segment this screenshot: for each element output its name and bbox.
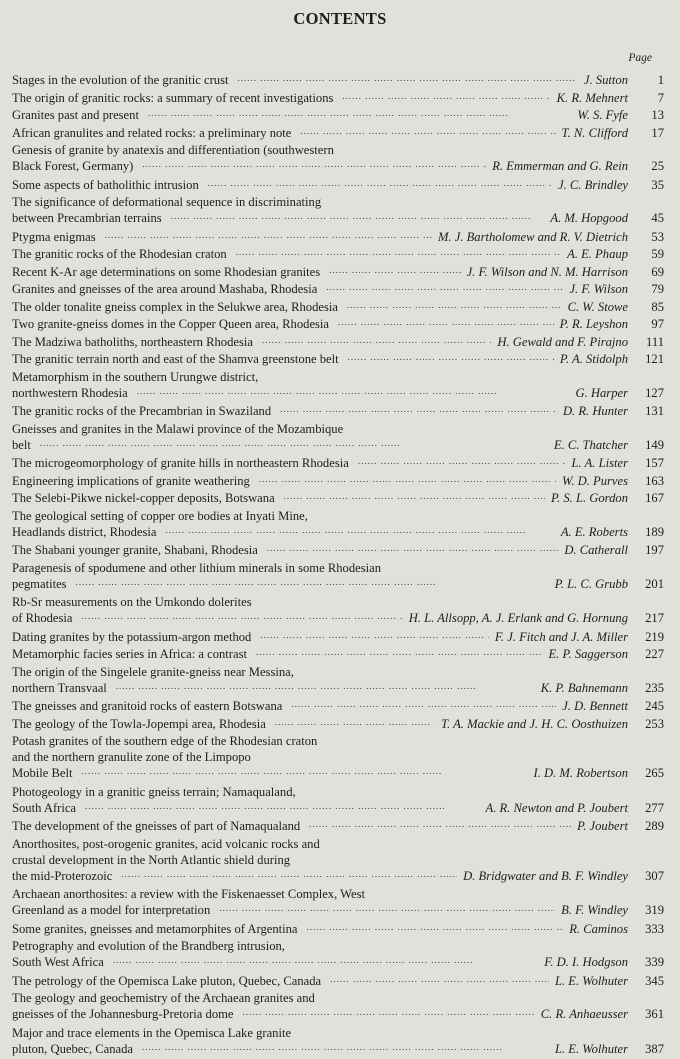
toc-entry: [12, 351, 664, 367]
toc-entry-author: M. J. Bartholomew and R. V. Dietrich: [432, 229, 628, 245]
toc-entry-page-number: 277: [645, 800, 664, 815]
toc-entry: [12, 90, 664, 106]
toc-entry-page-number: 131: [645, 404, 664, 418]
toc-entry: [12, 455, 664, 471]
toc-entry-author: F. D. I. Hodgson: [538, 954, 628, 970]
toc-entry-author: I. D. M. Robertson: [528, 765, 628, 781]
toc-entry-page-number: 149: [645, 437, 664, 452]
toc-entry-author: D. R. Hunter: [557, 403, 628, 419]
toc-entry-title-text: The geology of the Towla-Jopempi area, Rhodesia: [12, 717, 269, 731]
page-column-label: Page: [628, 52, 652, 64]
toc-entry-author: L. A. Lister: [566, 455, 628, 471]
toc-entry-page-number: 121: [645, 352, 664, 366]
toc-entry-page-number: 17: [651, 125, 664, 140]
toc-entry: [12, 664, 664, 696]
toc-entry-title-text: Dating granites by the potassium-argon method: [12, 630, 254, 644]
toc-entry-page-number: 69: [651, 264, 664, 279]
toc-entry-author: R. Caminos: [563, 921, 628, 937]
toc-entry-title: [12, 473, 556, 489]
toc-entry: [12, 316, 664, 332]
toc-entry-author: J. D. Bennett: [556, 698, 628, 714]
toc-entry: [12, 229, 664, 245]
toc-entry: [12, 177, 664, 193]
toc-entry: [12, 733, 664, 781]
toc-entry-title-text: The geological setting of copper ore bodies at Inyati Mine, Headlands district, Rhodesia: [12, 508, 308, 539]
toc-entry-page-number: 157: [645, 456, 664, 470]
toc-entry-author: K. R. Mehnert: [551, 90, 628, 106]
toc-entry-page-number: 253: [645, 716, 664, 731]
toc-entry: [12, 646, 664, 662]
toc-entry-title: [12, 107, 571, 123]
toc-entry-title-text: Stages in the evolution of the granitic crust: [12, 73, 232, 87]
toc-entry-title-text: Archaean anorthosites: a review with the Fiskenaesset Complex, West Greenland as a model for interpretation: [12, 887, 366, 917]
toc-entry-title: [12, 229, 432, 245]
toc-entry-author: P. L. C. Grubb: [549, 576, 628, 592]
toc-entry-author: J. F. Wilson and N. M. Harrison: [461, 264, 628, 280]
toc-entry: [12, 990, 664, 1022]
toc-entry: [12, 107, 664, 123]
toc-entry-author: T. A. Mackie and J. H. C. Oosthuizen: [435, 716, 628, 732]
toc-entry-page-number: 167: [645, 491, 664, 505]
toc-entry-title: [12, 716, 435, 732]
toc-entry-author: P. S. L. Gordon: [545, 490, 628, 506]
toc-entry-author: D. Catherall: [558, 542, 628, 558]
toc-entry-title-text: Metamorphic facies series in Africa: a contrast: [12, 647, 250, 661]
toc-entry-title-text: Recent K-Ar age determinations on some Rhodesian granites: [12, 265, 323, 279]
toc-entry-author: J. Sutton: [578, 72, 628, 88]
toc-entry-page-number: 307: [645, 868, 664, 883]
toc-entry-title: [12, 403, 557, 419]
toc-entry-page-number: 111: [646, 334, 664, 349]
toc-entry-title: [12, 369, 570, 401]
toc-entry: [12, 142, 664, 174]
toc-entry-page-number: 1: [657, 73, 664, 87]
toc-entry-author: P. R. Leyshon: [554, 316, 628, 332]
toc-entry-title: [12, 733, 528, 781]
toc-entry-title-text: The petrology of the Opemisca Lake pluton, Quebec, Canada: [12, 974, 324, 988]
toc-entry: [12, 818, 664, 834]
toc-entry-title-text: The Selebi-Pikwe nickel-copper deposits, Botswana: [12, 491, 278, 505]
toc-entry-title: [12, 560, 549, 592]
toc-entry-title-text: Engineering implications of granite weathering: [12, 474, 253, 488]
toc-entry-title: [12, 177, 552, 193]
toc-entry-title-text: Gneisses and granites in the Malawi province of the Mozambique belt: [12, 421, 344, 452]
toc-entry-title-text: Photogeology in a granitic gneiss terrain; Namaqualand, South Africa: [12, 784, 296, 815]
toc-entry-page-number: 197: [645, 543, 664, 557]
toc-entry-title-text: The Shabani younger granite, Shabani, Rhodesia: [12, 543, 261, 557]
toc-entry-title: [12, 72, 578, 88]
toc-entry-title-text: The significance of deformational sequence in discriminating between Precambrian terrains: [12, 195, 322, 225]
toc-entry-author: E. P. Saggerson: [542, 646, 628, 662]
toc-entry-title-text: Two granite-gneiss domes in the Copper Queen area, Rhodesia: [12, 317, 332, 331]
toc-entry-title: [12, 646, 542, 662]
toc-entry-author: K. P. Bahnemann: [535, 680, 628, 696]
toc-entry-author: A. E. Phaup: [561, 246, 628, 262]
toc-entry-title: [12, 421, 548, 453]
toc-entry-page-number: 85: [651, 299, 664, 314]
toc-entry-author: B. F. Windley: [555, 902, 628, 918]
toc-entry-author: H. Gewald and F. Pirajno: [491, 334, 628, 350]
toc-entry-author: J. F. Wilson: [563, 281, 628, 297]
toc-entry-author: W. S. Fyfe: [571, 107, 628, 123]
toc-entry-author: P. Joubert: [571, 818, 628, 834]
toc-entry-title: [12, 246, 561, 262]
toc-entry-page-number: 97: [651, 317, 664, 331]
toc-entry-title: [12, 90, 551, 106]
toc-entry-author: R. Emmerman and G. Rein: [486, 158, 628, 174]
toc-entry-page-number: 265: [645, 766, 664, 780]
toc-entry-title-text: Rb-Sr measurements on the Umkondo dolerites of Rhodesia: [12, 595, 252, 625]
toc-entry-title: [12, 818, 571, 834]
toc-entry: [12, 334, 664, 350]
toc-entry-author: A. M. Hopgood: [544, 210, 628, 226]
toc-entry-title: [12, 508, 555, 540]
toc-entry-author: G. Harper: [570, 385, 628, 401]
toc-entry-title-text: The geology and geochemistry of the Archaean granites and gneisses of the Johannesburg-Pretoria dome: [12, 991, 315, 1021]
toc-entry: [12, 716, 664, 732]
toc-entry-title: [12, 351, 554, 367]
toc-entry: [12, 299, 664, 315]
toc-entry-page-number: 189: [645, 524, 664, 539]
toc-entry-title: [12, 594, 403, 626]
toc-entry: [12, 421, 664, 453]
toc-entry: [12, 72, 664, 88]
toc-entry-author: L. E. Wolhuter: [549, 973, 628, 989]
toc-entry: [12, 973, 664, 989]
toc-entry-author: A. E. Roberts: [555, 524, 628, 540]
toc-entry: [12, 194, 664, 226]
toc-entry-title: [12, 990, 535, 1022]
toc-entry-page-number: 227: [645, 647, 664, 661]
toc-entry-author: A. R. Newton and P. Joubert: [480, 800, 629, 816]
toc-entry-title: [12, 629, 489, 645]
toc-entry-title: [12, 334, 491, 350]
toc-entry-title-text: Potash granites of the southern edge of the Rhodesian craton and the northern granulite zone of the Limpopo Mobile Belt: [12, 734, 318, 780]
page-title: CONTENTS: [293, 9, 387, 28]
toc-entry-title: [12, 836, 457, 884]
toc-entry-title: [12, 664, 535, 696]
toc-entry-title: [12, 886, 555, 918]
toc-entry-author: L. E. Wolhuter: [549, 1041, 628, 1057]
toc-entry-title-text: Metamorphism in the southern Urungwe district, northwestern Rhodesia: [12, 369, 259, 400]
toc-entry-page-number: 7: [657, 90, 664, 105]
toc-entry-title: [12, 542, 558, 558]
toc-entry-title-text: Anorthosites, post-orogenic granites, acid volcanic rocks and crustal development in the North Atlantic shield during the mid-Proterozoic: [12, 836, 320, 883]
toc-entry: [12, 490, 664, 506]
toc-entry-title-text: Major and trace elements in the Opemisca Lake granite pluton, Quebec, Canada: [12, 1025, 292, 1056]
toc-entry-page-number: 245: [645, 699, 664, 713]
toc-entry-title: [12, 455, 566, 471]
toc-entry-page-number: 289: [645, 819, 664, 833]
toc-entry-title-text: The origin of the Singelele granite-gneiss near Messina, northern Transvaal: [12, 664, 294, 695]
toc-entry-author: E. C. Thatcher: [548, 437, 628, 453]
toc-entry-page-number: 163: [645, 473, 664, 488]
toc-entry-title-text: The microgeomorphology of granite hills in northeastern Rhodesia: [12, 456, 352, 470]
toc-entry-title-text: Granites past and present: [12, 108, 142, 122]
toc-entry-author: T. N. Clifford: [556, 125, 629, 141]
toc-entry-author: F. J. Fitch and J. A. Miller: [489, 629, 628, 645]
toc-entry-title-text: The Madziwa batholiths, northeastern Rhodesia: [12, 335, 256, 349]
toc-entry-title-text: The granitic rocks of the Precambrian in Swaziland: [12, 404, 274, 418]
toc-entry-title: [12, 299, 562, 315]
toc-entry-page-number: 201: [645, 576, 664, 591]
toc-entry-author: W. D. Purves: [556, 473, 628, 489]
toc-entry: [12, 369, 664, 401]
toc-entry: [12, 264, 664, 280]
toc-entry-title: [12, 281, 563, 297]
toc-entry-page-number: 127: [645, 385, 664, 400]
toc-entry-title-text: The origin of granitic rocks: a summary of recent investigations: [12, 91, 336, 105]
toc-entry-title: [12, 921, 563, 937]
toc-entry-page-number: 339: [645, 955, 664, 969]
toc-entry-title: [12, 698, 556, 714]
toc-entry: [12, 281, 664, 297]
toc-entry: [12, 246, 664, 262]
toc-entry-title-text: Some granites, gneisses and metamorphites of Argentina: [12, 922, 301, 936]
toc-entry-title-text: The granitic rocks of the Rhodesian craton: [12, 247, 230, 261]
toc-entry-author: H. L. Allsopp, A. J. Erlank and G. Hornung: [403, 610, 628, 626]
toc-entry-page-number: 387: [645, 1041, 664, 1056]
toc-entry-title: [12, 194, 544, 226]
toc-entry-page-number: 345: [645, 973, 664, 988]
toc-entry: [12, 508, 664, 540]
toc-entry: [12, 784, 664, 816]
toc-entry-title-text: The older tonalite gneiss complex in the Selukwe area, Rhodesia: [12, 300, 341, 314]
toc-entry: [12, 403, 664, 419]
toc-entry-title-text: The granitic terrain north and east of the Shamva greenstone belt: [12, 352, 342, 366]
toc-entry-title-text: Paragenesis of spodumene and other lithium minerals in some Rhodesian pegmatites: [12, 560, 381, 591]
toc-entry-author: C. R. Anhaeusser: [535, 1006, 628, 1022]
toc-entry-page-number: 13: [651, 108, 664, 122]
toc-entry-title-text: Genesis of granite by anatexis and differentiation (southwestern Black Forest, Germany): [12, 143, 334, 173]
toc-entry: [12, 594, 664, 626]
toc-entry: [12, 938, 664, 970]
toc-entry-title-text: African granulites and related rocks: a preliminary note: [12, 126, 294, 140]
toc-entry-title-text: Granites and gneisses of the area around Mashaba, Rhodesia: [12, 282, 320, 296]
toc-entry-title: [12, 142, 486, 174]
contents-list: [12, 72, 664, 1059]
toc-entry-page-number: 45: [651, 211, 664, 225]
toc-entry-title: [12, 784, 480, 816]
toc-entry-page-number: 333: [645, 921, 664, 936]
toc-entry-page-number: 53: [651, 229, 664, 244]
toc-entry: [12, 886, 664, 918]
toc-entry-author: C. W. Stowe: [562, 299, 628, 315]
toc-entry: [12, 560, 664, 592]
toc-entry-page-number: 235: [645, 680, 664, 695]
toc-entry-title-text: The gneisses and granitoid rocks of eastern Botswana: [12, 699, 285, 713]
toc-entry: [12, 542, 664, 558]
toc-entry-author: D. Bridgwater and B. F. Windley: [457, 868, 628, 884]
toc-entry: [12, 125, 664, 141]
toc-entry-title: [12, 316, 554, 332]
toc-entry-page-number: 79: [651, 282, 664, 296]
toc-entry-page-number: 25: [651, 159, 664, 173]
toc-entry: [12, 836, 664, 884]
toc-entry-title: [12, 938, 538, 970]
toc-entry-page-number: 319: [645, 903, 664, 917]
toc-entry-page-number: 35: [651, 177, 664, 192]
toc-entry: [12, 1025, 664, 1057]
toc-entry-page-number: 219: [645, 629, 664, 644]
toc-entry-page-number: 361: [645, 1007, 664, 1021]
toc-entry-title-text: The development of the gneisses of part of Namaqualand: [12, 819, 303, 833]
toc-entry: [12, 629, 664, 645]
toc-entry-title: [12, 264, 461, 280]
toc-entry-author: J. C. Brindley: [552, 177, 628, 193]
toc-entry-page-number: 217: [645, 611, 664, 625]
toc-entry-title: [12, 1025, 549, 1057]
toc-entry-title-text: Petrography and evolution of the Brandberg intrusion, South West Africa: [12, 939, 285, 969]
toc-entry-title: [12, 125, 556, 141]
toc-entry-title-text: Ptygma enigmas: [12, 230, 99, 244]
toc-entry-author: P. A. Stidolph: [554, 351, 628, 367]
toc-entry: [12, 921, 664, 937]
toc-entry-title: [12, 490, 545, 506]
toc-entry-title-text: Some aspects of batholithic intrusion: [12, 178, 202, 192]
toc-entry: [12, 698, 664, 714]
toc-entry-page-number: 59: [651, 247, 664, 261]
toc-entry-title: [12, 973, 549, 989]
toc-entry: [12, 473, 664, 489]
